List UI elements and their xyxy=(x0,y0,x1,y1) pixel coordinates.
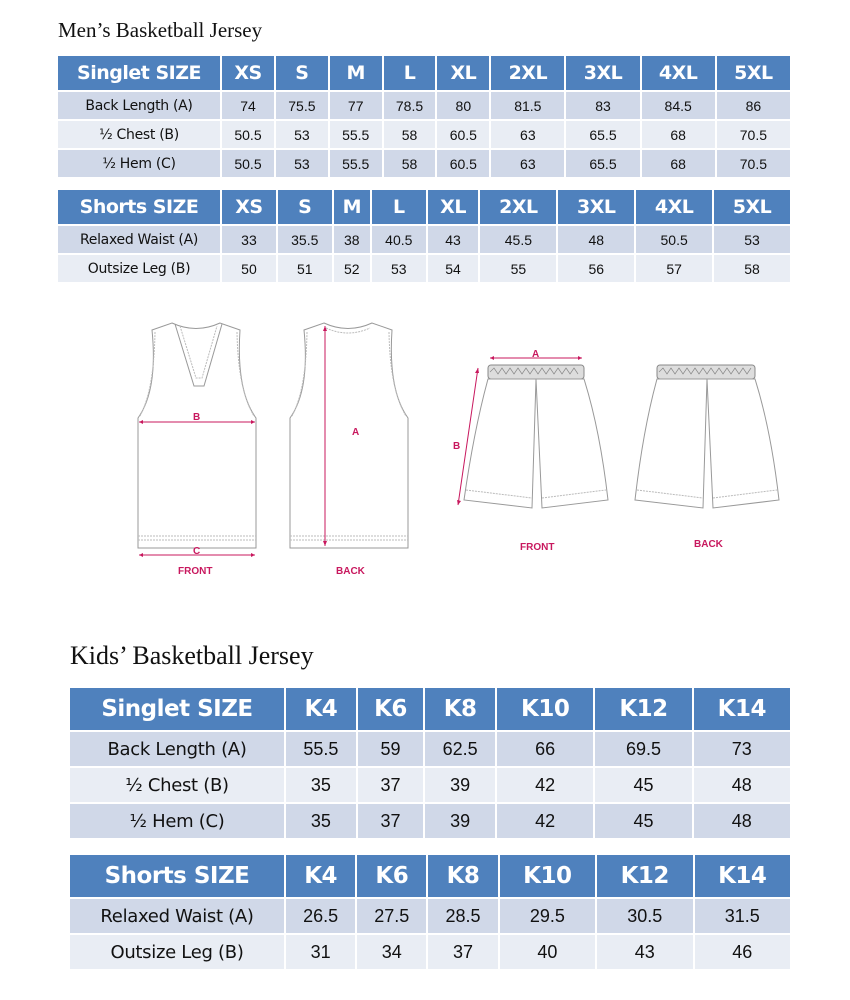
table-cell: 55 xyxy=(480,255,556,282)
table-header-row xyxy=(70,855,790,897)
table-cell: 55.5 xyxy=(330,121,382,148)
table-cell: 62.5 xyxy=(425,732,495,766)
row-label: Back Length (A) xyxy=(70,732,284,766)
column-header: L xyxy=(372,190,426,224)
table-cell: 34 xyxy=(357,935,426,969)
table-cell: 57 xyxy=(636,255,712,282)
table-row xyxy=(58,255,790,282)
column-header: Shorts SIZE xyxy=(70,855,284,897)
table-cell: 80 xyxy=(437,92,489,119)
table-cell: 29.5 xyxy=(500,899,595,933)
column-header: S xyxy=(278,190,332,224)
table-cell: 46 xyxy=(695,935,790,969)
table-cell: 53 xyxy=(714,226,790,253)
table-cell: 60.5 xyxy=(437,121,489,148)
table-cell: 74 xyxy=(222,92,274,119)
table-cell: 69.5 xyxy=(595,732,691,766)
column-header: K8 xyxy=(428,855,497,897)
column-header: K10 xyxy=(497,688,593,730)
table-cell: 73 xyxy=(694,732,790,766)
table-cell: 42 xyxy=(497,768,593,802)
table-cell: 55.5 xyxy=(286,732,356,766)
column-header: Singlet SIZE xyxy=(58,56,220,90)
table-cell: 31.5 xyxy=(695,899,790,933)
column-header: K10 xyxy=(500,855,595,897)
table-cell: 50 xyxy=(222,255,276,282)
row-label: ½ Chest (B) xyxy=(58,121,220,148)
table-cell: 40 xyxy=(500,935,595,969)
column-header: 3XL xyxy=(558,190,634,224)
table-cell: 48 xyxy=(694,768,790,802)
table-cell: 51 xyxy=(278,255,332,282)
table-cell: 37 xyxy=(358,804,423,838)
men-singlet-size-table xyxy=(56,54,792,179)
table-row xyxy=(58,226,790,253)
column-header: 3XL xyxy=(566,56,639,90)
shorts-front-caption: FRONT xyxy=(520,542,555,553)
table-header-row xyxy=(58,56,790,90)
table-cell: 83 xyxy=(566,92,639,119)
table-cell: 65.5 xyxy=(566,150,639,177)
table-cell: 50.5 xyxy=(222,121,274,148)
table-cell: 59 xyxy=(358,732,423,766)
column-header: K14 xyxy=(694,688,790,730)
table-cell: 58 xyxy=(714,255,790,282)
measure-mark-a: A xyxy=(532,349,540,360)
table-row xyxy=(58,92,790,119)
table-cell: 39 xyxy=(425,804,495,838)
singlet-front-diagram xyxy=(130,320,265,560)
table-cell: 50.5 xyxy=(222,150,274,177)
column-header: XL xyxy=(428,190,479,224)
table-cell: 81.5 xyxy=(491,92,564,119)
column-header: Shorts SIZE xyxy=(58,190,220,224)
column-header: 4XL xyxy=(636,190,712,224)
table-cell: 45 xyxy=(595,768,691,802)
table-cell: 66 xyxy=(497,732,593,766)
row-label: Back Length (A) xyxy=(58,92,220,119)
measure-mark-b: B xyxy=(453,441,461,452)
column-header: 2XL xyxy=(480,190,556,224)
table-cell: 38 xyxy=(334,226,370,253)
table-cell: 86 xyxy=(717,92,790,119)
table-cell: 78.5 xyxy=(384,92,436,119)
table-cell: 43 xyxy=(597,935,692,969)
table-cell: 26.5 xyxy=(286,899,355,933)
kids-shorts-size-table xyxy=(68,853,792,971)
table-cell: 45.5 xyxy=(480,226,556,253)
kids-singlet-size-table xyxy=(68,686,792,840)
kids-section-title: Kids’ Basketball Jersey xyxy=(70,641,314,670)
table-cell: 55.5 xyxy=(330,150,382,177)
table-cell: 28.5 xyxy=(428,899,497,933)
column-header: M xyxy=(330,56,382,90)
table-cell: 45 xyxy=(595,804,691,838)
row-label: Relaxed Waist (A) xyxy=(70,899,284,933)
table-row xyxy=(58,150,790,177)
men-section-title: Men’s Basketball Jersey xyxy=(58,18,263,42)
measure-mark-a: A xyxy=(352,427,360,438)
column-header: Singlet SIZE xyxy=(70,688,284,730)
column-header: K12 xyxy=(597,855,692,897)
row-label: ½ Hem (C) xyxy=(58,150,220,177)
table-cell: 60.5 xyxy=(437,150,489,177)
table-cell: 56 xyxy=(558,255,634,282)
column-header: 4XL xyxy=(642,56,715,90)
singlet-back-diagram xyxy=(282,320,417,560)
singlet-back-caption: BACK xyxy=(336,566,365,577)
column-header: K12 xyxy=(595,688,691,730)
column-header: K8 xyxy=(425,688,495,730)
table-cell: 31 xyxy=(286,935,355,969)
table-cell: 42 xyxy=(497,804,593,838)
table-row xyxy=(70,935,790,969)
table-cell: 37 xyxy=(428,935,497,969)
table-header-row xyxy=(58,190,790,224)
column-header: K14 xyxy=(695,855,790,897)
table-cell: 65.5 xyxy=(566,121,639,148)
table-cell: 75.5 xyxy=(276,92,328,119)
table-cell: 54 xyxy=(428,255,479,282)
column-header: S xyxy=(276,56,328,90)
column-header: XL xyxy=(437,56,489,90)
table-cell: 77 xyxy=(330,92,382,119)
column-header: XS xyxy=(222,56,274,90)
table-cell: 43 xyxy=(428,226,479,253)
column-header: L xyxy=(384,56,436,90)
table-cell: 35.5 xyxy=(278,226,332,253)
table-cell: 53 xyxy=(276,121,328,148)
table-row xyxy=(70,768,790,802)
column-header: K6 xyxy=(357,855,426,897)
table-cell: 68 xyxy=(642,150,715,177)
table-cell: 53 xyxy=(372,255,426,282)
table-cell: 33 xyxy=(222,226,276,253)
table-cell: 48 xyxy=(558,226,634,253)
table-cell: 70.5 xyxy=(717,150,790,177)
row-label: ½ Hem (C) xyxy=(70,804,284,838)
column-header: K4 xyxy=(286,855,355,897)
table-cell: 27.5 xyxy=(357,899,426,933)
table-cell: 35 xyxy=(286,804,356,838)
measure-mark-c: C xyxy=(193,546,201,557)
row-label: Relaxed Waist (A) xyxy=(58,226,220,253)
table-header-row xyxy=(70,688,790,730)
column-header: K6 xyxy=(358,688,423,730)
table-cell: 39 xyxy=(425,768,495,802)
table-cell: 37 xyxy=(358,768,423,802)
table-cell: 53 xyxy=(276,150,328,177)
measure-mark-b: B xyxy=(193,412,201,423)
table-cell: 40.5 xyxy=(372,226,426,253)
column-header: M xyxy=(334,190,370,224)
shorts-back-caption: BACK xyxy=(694,539,723,550)
shorts-front-diagram xyxy=(450,350,620,525)
row-label: ½ Chest (B) xyxy=(70,768,284,802)
table-cell: 70.5 xyxy=(717,121,790,148)
table-cell: 58 xyxy=(384,150,436,177)
table-row xyxy=(70,732,790,766)
table-cell: 50.5 xyxy=(636,226,712,253)
table-row xyxy=(70,804,790,838)
column-header: 5XL xyxy=(717,56,790,90)
table-row xyxy=(58,121,790,148)
table-cell: 68 xyxy=(642,121,715,148)
row-label: Outsize Leg (B) xyxy=(70,935,284,969)
table-cell: 48 xyxy=(694,804,790,838)
table-cell: 52 xyxy=(334,255,370,282)
row-label: Outsize Leg (B) xyxy=(58,255,220,282)
table-cell: 35 xyxy=(286,768,356,802)
column-header: 5XL xyxy=(714,190,790,224)
table-cell: 30.5 xyxy=(597,899,692,933)
table-cell: 63 xyxy=(491,121,564,148)
column-header: K4 xyxy=(286,688,356,730)
table-cell: 63 xyxy=(491,150,564,177)
singlet-front-caption: FRONT xyxy=(178,566,213,577)
table-cell: 58 xyxy=(384,121,436,148)
table-cell: 84.5 xyxy=(642,92,715,119)
shorts-back-diagram xyxy=(625,350,795,525)
column-header: 2XL xyxy=(491,56,564,90)
table-row xyxy=(70,899,790,933)
men-shorts-size-table xyxy=(56,188,792,284)
column-header: XS xyxy=(222,190,276,224)
